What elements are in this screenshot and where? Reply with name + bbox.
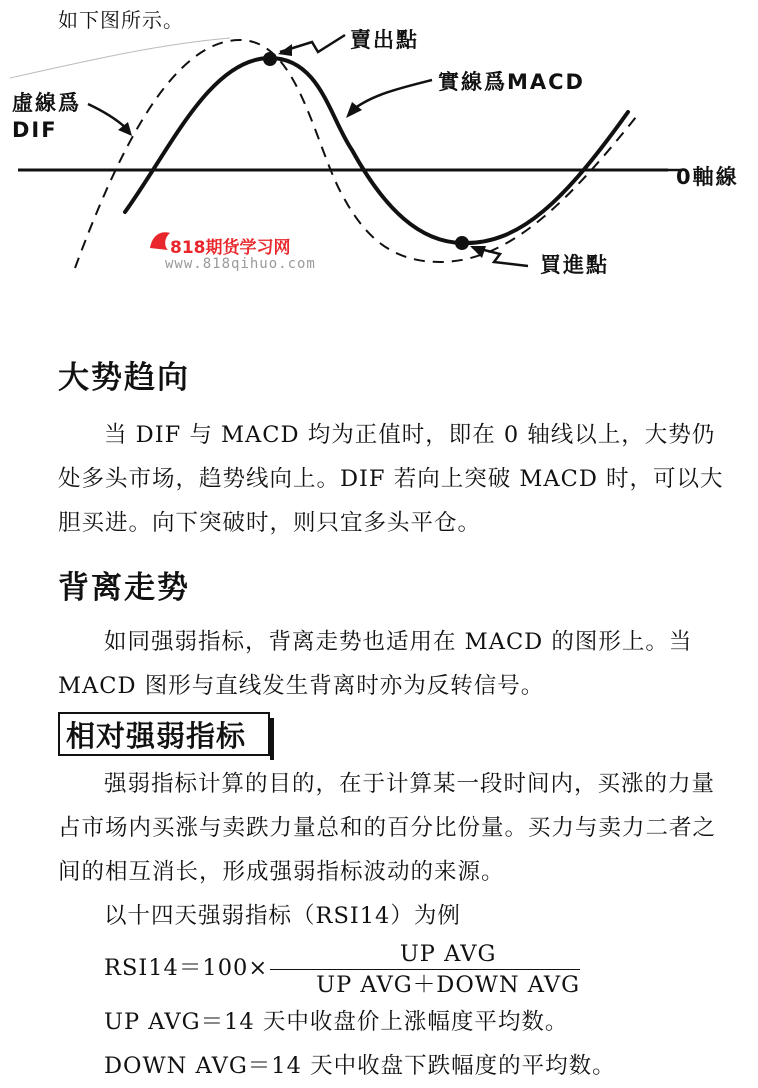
scan-artifact-line xyxy=(10,38,230,78)
rsi-paragraph-text: 强弱指标计算的目的，在于计算某一段时间内，买涨的力量占市场内买涨与卖跌力量总和的百分比份量。买力与卖力二者之间的相互消长，形成强弱指标波动的来源。 xyxy=(58,771,717,885)
macd-pointer-arrow xyxy=(350,80,432,112)
watermark-logo-icon xyxy=(150,232,170,250)
buy-point-dot xyxy=(455,236,469,250)
formula-numerator: UP AVG xyxy=(270,939,580,970)
down-avg-definition: DOWN AVG＝14 天中收盘下跌幅度的平均数。 xyxy=(104,1052,616,1079)
sell-point-dot xyxy=(263,52,277,66)
sell-point-label: 賣出點 xyxy=(350,28,419,52)
trend-paragraph-text: 当 DIF 与 MACD 均为正值时，即在 0 轴线以上，大势仍处多头市场，趋势线向上。DIF 若向上突破 MACD 时，可以大胆买进。向下突破时，则只宜多头平仓。 xyxy=(58,422,724,536)
dif-line-label-2: DIF xyxy=(12,118,58,142)
formula-fraction xyxy=(270,939,580,1000)
formula-left: RSI14＝100× xyxy=(104,955,269,981)
divergence-paragraph-text: 如同强弱指标，背离走势也适用在 MACD 的图形上。当 MACD 图形与直线发生背离时亦为反转信号。 xyxy=(58,629,693,699)
dif-pointer-arrow xyxy=(88,104,128,130)
section-paragraph-trend xyxy=(58,413,728,545)
up-avg-definition: UP AVG＝14 天中收盘价上涨幅度平均数。 xyxy=(104,1008,569,1035)
buy-point-label: 買進點 xyxy=(540,253,609,277)
sell-arrowhead xyxy=(278,44,292,56)
watermark-site-name: 818期货学习网 xyxy=(170,238,291,258)
section-body-rsi xyxy=(58,762,728,1088)
formula-denominator: UP AVG＋DOWN AVG xyxy=(316,971,581,998)
section-heading-divergence: 背离走势 xyxy=(58,570,190,606)
macd-line-label: 實線爲MACD xyxy=(438,70,585,94)
rsi-example-line: 以十四天强弱指标（RSI14）为例 xyxy=(104,903,461,929)
watermark-url: www.818qihuo.com xyxy=(165,256,316,272)
rsi-formula xyxy=(58,938,728,1000)
section-paragraph-divergence xyxy=(58,620,728,708)
intro-text: 如下图所示。 xyxy=(58,8,184,32)
section-heading-rsi: 相对强弱指标 xyxy=(58,712,270,756)
zero-axis-label: 0軸線 xyxy=(676,165,739,189)
section-heading-trend: 大势趋向 xyxy=(58,360,190,396)
dif-line-label-1: 虛線爲 xyxy=(12,91,81,115)
